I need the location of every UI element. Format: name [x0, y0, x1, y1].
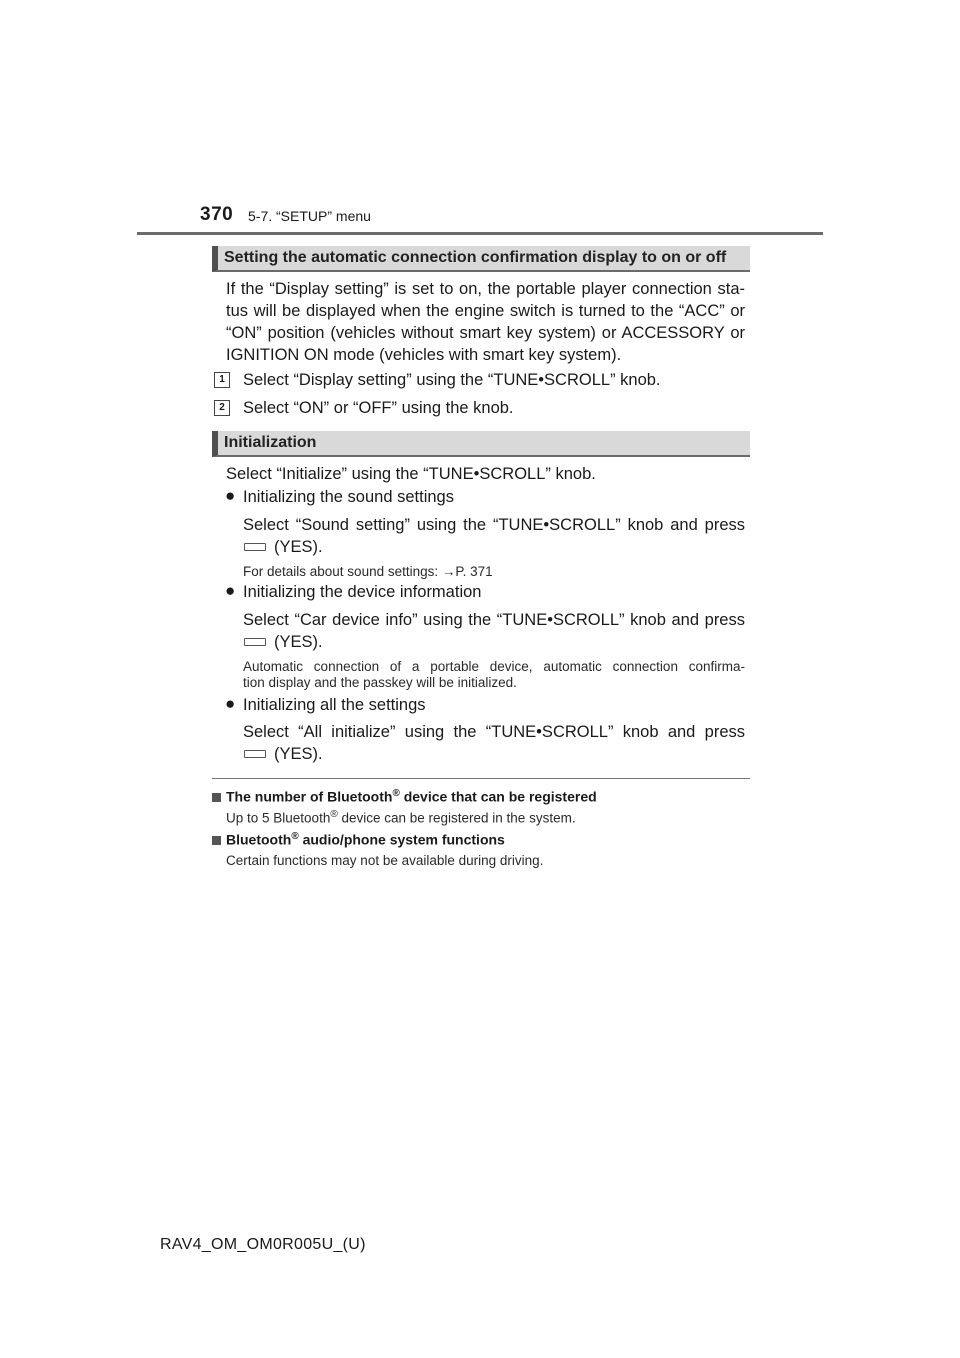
item-instruction-device: Select “Car device info” using the “TUNE•SCROLL” knob and press [243, 611, 745, 629]
document-code: RAV4_OM_OM0R005U_(U) [160, 1236, 366, 1253]
item-instruction-sound: Select “Sound setting” using the “TUNE•SCROLL” knob and press [243, 516, 745, 534]
bullet-icon: ● [225, 694, 236, 713]
note-text-bluetooth-functions: Certain functions may not be available during driving. [226, 853, 544, 868]
step-number-1: 1 [214, 372, 230, 388]
note-text-bluetooth-count: Up to 5 Bluetooth® device can be registered in the system. [226, 809, 576, 826]
bullet-icon: ● [225, 486, 236, 505]
paragraph-line: IGNITION ON mode (vehicles with smart key system). [226, 346, 622, 364]
note-line: tion display and the passkey will be initialized. [243, 675, 517, 690]
header-rule [137, 232, 823, 235]
item-title-all: Initializing all the settings [243, 696, 426, 714]
paragraph-line: If the “Display setting” is set to on, the portable player connection sta- [226, 280, 745, 298]
item-title-sound: Initializing the sound settings [243, 488, 454, 506]
section-heading-initialization: Initialization [212, 431, 750, 457]
section-heading-display-setting: Setting the automatic connection confirmation display to on or off [212, 246, 750, 272]
item-instruction-all: Select “All initialize” using the “TUNE•SCROLL” knob and press [243, 723, 745, 741]
square-bullet-icon [212, 836, 221, 845]
display-setting-paragraph [226, 278, 745, 366]
page-number: 370 [200, 204, 234, 225]
notes-rule [212, 778, 750, 779]
chapter-title: 5-7. “SETUP” menu [248, 208, 371, 224]
yes-button-icon [244, 638, 266, 646]
note-heading-bluetooth-functions: Bluetooth® audio/phone system functions [212, 831, 505, 848]
bullet-icon: ● [225, 581, 236, 600]
item-title-device: Initializing the device information [243, 583, 482, 601]
paragraph-line: tus will be displayed when the engine switch is turned to the “ACC” or [226, 302, 745, 320]
yes-button-icon [244, 750, 266, 758]
initialize-intro: Select “Initialize” using the “TUNE•SCROLL” knob. [226, 465, 596, 483]
step-2-text: Select “ON” or “OFF” using the knob. [243, 399, 514, 417]
note-heading-bluetooth-count: The number of Bluetooth® device that can be registered [212, 788, 597, 805]
item-note-device [243, 659, 745, 691]
square-bullet-icon [212, 793, 221, 802]
item-note-sound: For details about sound settings: →P. 371 [243, 564, 493, 579]
yes-label: (YES). [274, 745, 323, 763]
yes-label: (YES). [274, 633, 323, 651]
paragraph-line: “ON” position (vehicles without smart key system) or ACCESSORY or [226, 324, 745, 342]
step-1-text: Select “Display setting” using the “TUNE•SCROLL” knob. [243, 371, 661, 389]
note-line: Automatic connection of a portable device, automatic connection confirma- [243, 659, 745, 674]
step-number-2: 2 [214, 400, 230, 416]
yes-label: (YES). [274, 538, 323, 556]
yes-button-icon [244, 543, 266, 551]
